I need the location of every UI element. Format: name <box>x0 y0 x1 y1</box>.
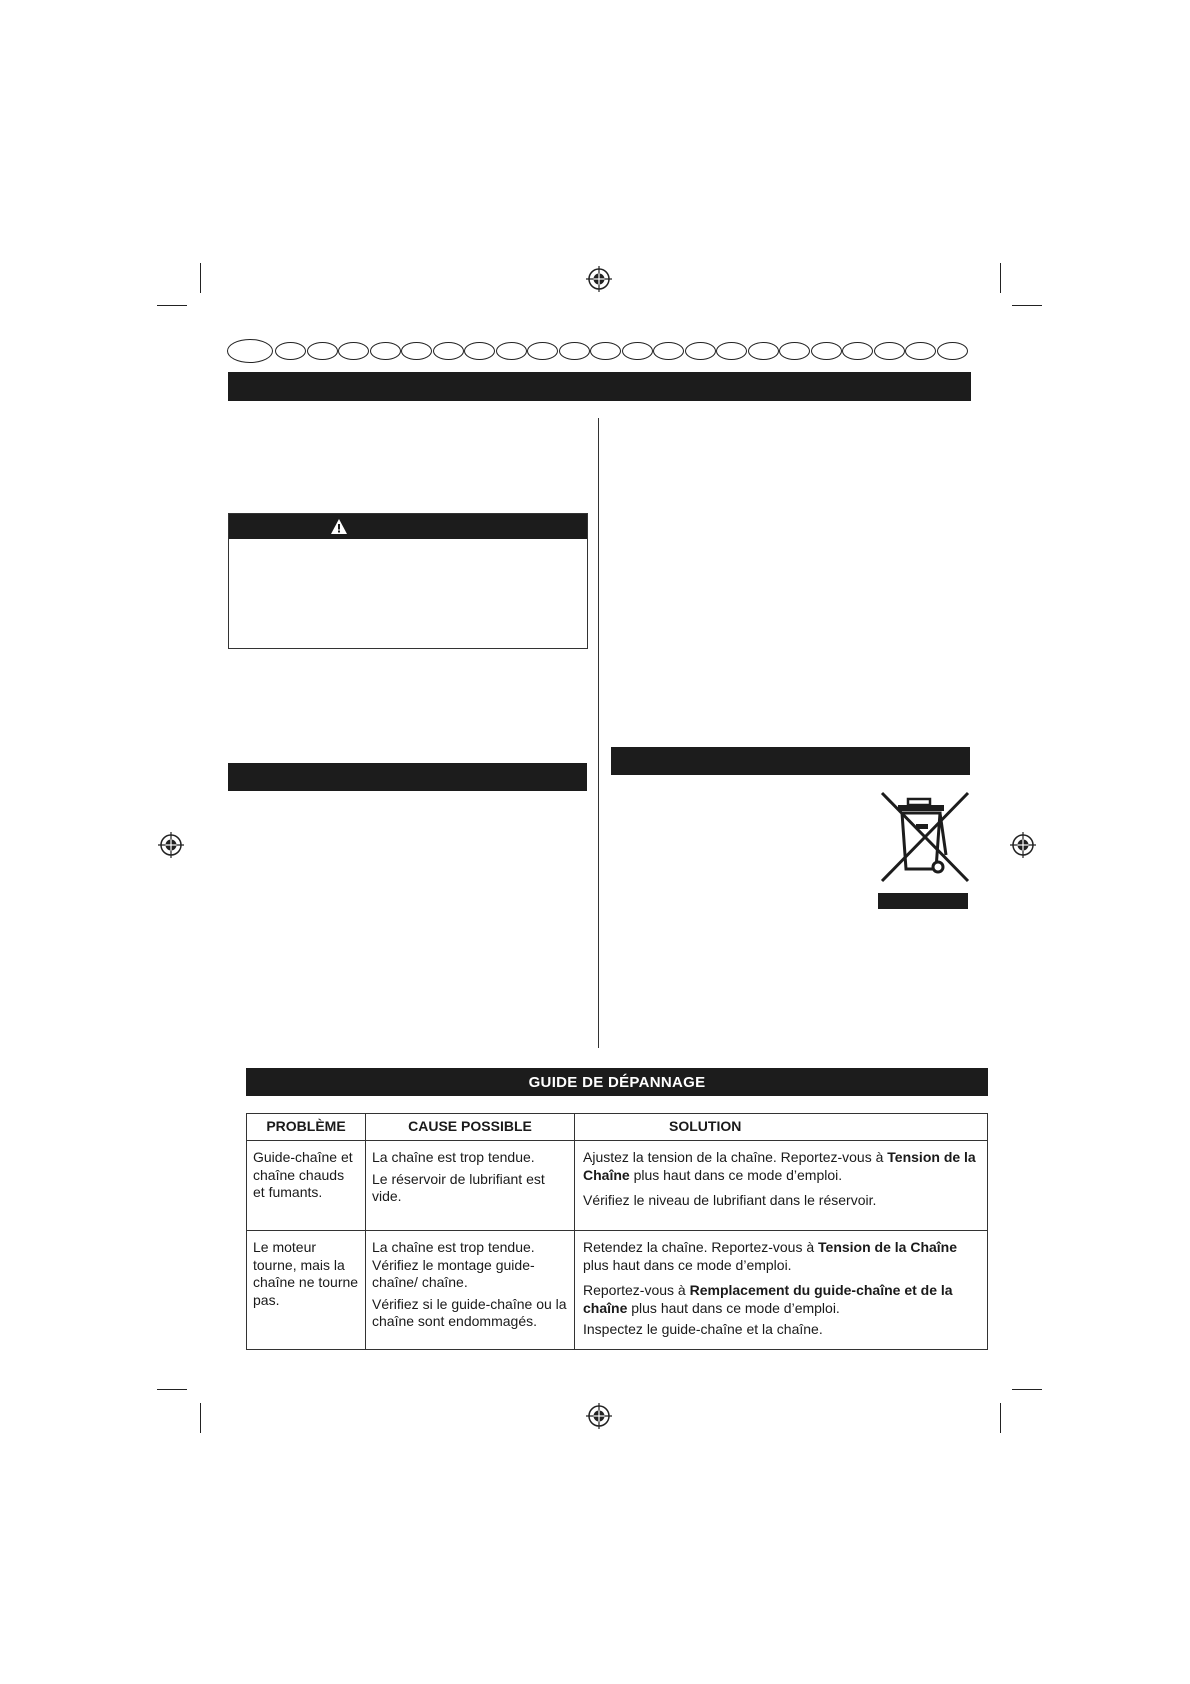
warning-triangle-icon <box>330 518 348 535</box>
language-tab <box>307 342 338 360</box>
language-tab <box>370 342 401 360</box>
table-row <box>247 1141 988 1231</box>
left-section-band <box>228 763 587 791</box>
right-section-band <box>611 747 970 775</box>
language-tab <box>842 342 873 360</box>
language-tab <box>527 342 558 360</box>
crossed-out-wheelie-bin-icon <box>878 789 972 885</box>
table-row <box>247 1231 988 1350</box>
language-tab <box>464 342 495 360</box>
crop-mark-top-left-vertical <box>200 263 201 293</box>
table-header-row <box>247 1114 988 1141</box>
header-cause: CAUSE POSSIBLE <box>366 1114 575 1141</box>
solution-text: Retendez la chaîne. Reportez-vous à Tension de la Chaîne plus haut dans ce mode d’emploi. <box>583 1239 958 1273</box>
language-tab <box>685 342 716 360</box>
crop-mark-top-left-horizontal <box>157 305 187 306</box>
solution-cell: Retendez la chaîne. Reportez-vous à Tension de la Chaîne plus haut dans ce mode d’emploi. Reportez-vous à Remplacement du guide-chaîne et de la chaîne plus haut dans ce mode d’emploi. Inspectez le guide-chaîne et la chaîne. <box>575 1231 988 1350</box>
problem-cell: Le moteur tourne, mais la chaîne ne tourne pas. <box>247 1231 366 1350</box>
language-tab <box>811 342 842 360</box>
crop-mark-bottom-right-vertical <box>1000 1403 1001 1433</box>
language-tab <box>653 342 684 360</box>
language-tab <box>779 342 810 360</box>
registration-top-icon <box>586 266 612 292</box>
language-tab <box>275 342 306 360</box>
crop-mark-top-right-vertical <box>1000 263 1001 293</box>
cause-cell: La chaîne est trop tendue. Vérifiez le montage guide-chaîne/ chaîne. Vérifiez si le guide-chaîne ou la chaîne sont endommagés. <box>366 1231 575 1350</box>
weee-bar <box>878 893 968 909</box>
language-tab <box>622 342 653 360</box>
solution-text: Ajustez la tension de la chaîne. Reportez-vous à Tension de la Chaîne plus haut dans ce mode d’emploi. <box>583 1149 976 1183</box>
header-solution: SOLUTION <box>575 1114 988 1141</box>
crop-mark-bottom-left-horizontal <box>157 1389 187 1390</box>
language-tab <box>496 342 527 360</box>
language-tab <box>937 342 968 360</box>
language-tab <box>590 342 621 360</box>
header-problem: PROBLÈME <box>247 1114 366 1141</box>
troubleshooting-table <box>246 1113 988 1350</box>
language-tab <box>748 342 779 360</box>
language-tab <box>559 342 590 360</box>
solution-cell: Ajustez la tension de la chaîne. Reportez-vous à Tension de la Chaîne plus haut dans ce mode d’emploi. Vérifiez le niveau de lubrifiant dans le réservoir. <box>575 1141 988 1231</box>
problem-cell: Guide-chaîne et chaîne chauds et fumants. <box>247 1141 366 1231</box>
language-tab-current <box>227 339 273 363</box>
warning-header <box>229 514 587 539</box>
troubleshooting-title: GUIDE DE DÉPANNAGE <box>246 1068 988 1096</box>
registration-right-icon <box>1010 832 1036 858</box>
page-header-band <box>228 372 971 401</box>
column-divider <box>598 418 599 1048</box>
language-tab <box>401 342 432 360</box>
crop-mark-bottom-right-horizontal <box>1012 1389 1042 1390</box>
language-tab <box>905 342 936 360</box>
language-tabs <box>227 339 971 363</box>
solution-text: Reportez-vous à Remplacement du guide-chaîne et de la chaîne plus haut dans ce mode d’emploi. <box>583 1282 953 1316</box>
language-tab <box>874 342 905 360</box>
crop-mark-bottom-left-vertical <box>200 1403 201 1433</box>
cause-cell: La chaîne est trop tendue. Le réservoir de lubrifiant est vide. <box>366 1141 575 1231</box>
registration-bottom-icon <box>586 1403 612 1429</box>
language-tab <box>338 342 369 360</box>
crop-mark-top-right-horizontal <box>1012 305 1042 306</box>
language-tab <box>433 342 464 360</box>
warning-box <box>228 513 588 649</box>
registration-left-icon <box>158 832 184 858</box>
language-tab <box>716 342 747 360</box>
